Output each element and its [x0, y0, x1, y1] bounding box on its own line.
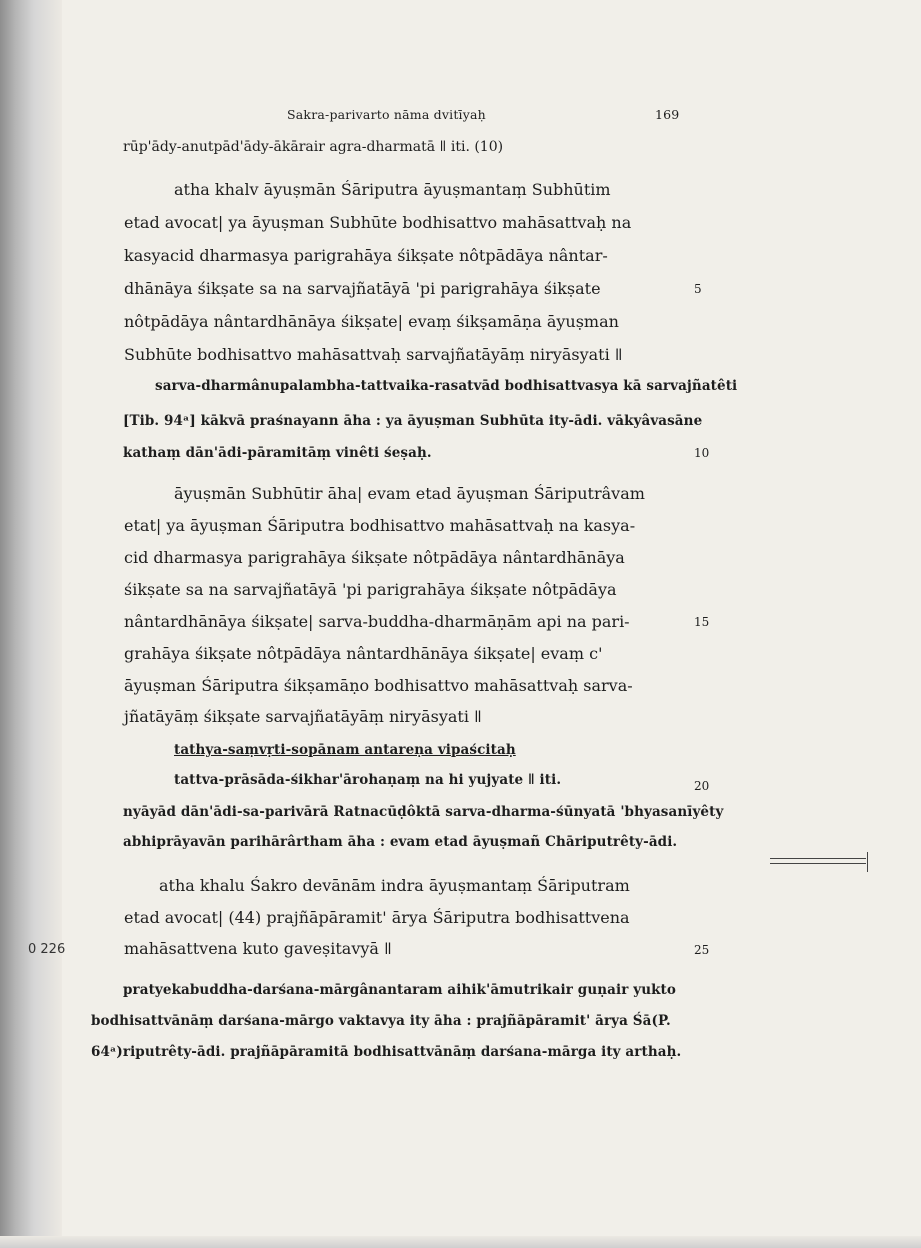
commentary-line: abhiprāyavān parihārârtham āha : evam etad āyuṣmañ Chāriputrêty-ādi. [123, 834, 678, 850]
running-title: Sakra-parivarto nāma dvitīyaḥ [287, 107, 486, 122]
text-line: Subhūte bodhisattvo mahāsattvaḥ sarvajñatāyāṃ niryāsyati ǁ [124, 345, 623, 364]
text-line: āyuṣmān Subhūtir āha| evam etad āyuṣman Śāriputrâvam [174, 484, 645, 503]
line-number: 20 [694, 779, 710, 793]
text-line: śikṣate sa na sarvajñatāyā 'pi parigrahāya śikṣate nôtpādāya [124, 580, 617, 599]
commentary-line: nyāyād dān'ādi-sa-parivārā Ratnacūḍôktā sarva-dharma-śūnyatā 'bhyasanīyêty [123, 804, 724, 820]
book-binding-shadow [0, 0, 62, 1248]
commentary-line: bodhisattvānāṃ darśana-mārgo vaktavya ity āha : prajñāpāramit' ārya Śā(P. [91, 1013, 671, 1029]
text-line: dhānāya śikṣate sa na sarvajñatāyā 'pi parigrahāya śikṣate [124, 279, 601, 298]
text-line: etat| ya āyuṣman Śāriputra bodhisattvo mahāsattvaḥ na kasya- [124, 516, 636, 535]
text-line: nôtpādāya nântardhānāya śikṣate| evaṃ śikṣamāṇa āyuṣman [124, 312, 619, 331]
text-line: cid dharmasya parigrahāya śikṣate nôtpādāya nântardhānāya [124, 548, 625, 567]
text-line: kasyacid dharmasya parigrahāya śikṣate nôtpādāya nântar- [124, 246, 608, 265]
text-line: rūp'ādy-anutpād'ādy-ākārair agra-dharmatā ǁ iti. (10) [123, 139, 504, 155]
text-line: etad avocat| (44) prajñāpāramit' ārya Śāriputra bodhisattvena [124, 908, 630, 927]
verse-line: tattva-prāsāda-śikhar'ārohaṇaṃ na hi yujyate ǁ iti. [174, 772, 562, 788]
line-number: 15 [694, 615, 710, 629]
verse-line: tathya-saṃvṛti-sopānam antareṇa vipaścitaḥ [174, 742, 516, 758]
text-line: nântardhānāya śikṣate| sarva-buddha-dharmāṇām api na pari- [124, 612, 630, 631]
text-line: grahāya śikṣate nôtpādāya nântardhānāya śikṣate| evaṃ c' [124, 644, 603, 663]
text-line: atha khalu Śakro devānām indra āyuṣmantaṃ Śāriputram [159, 876, 630, 895]
commentary-line: kathaṃ dān'ādi-pāramitāṃ vinêti śeṣaḥ. [123, 445, 432, 461]
commentary-line: 64ᵃ)riputrêty-ādi. prajñāpāramitā bodhisattvānāṃ darśana-mārga ity arthaḥ. [91, 1044, 682, 1060]
text-line: āyuṣman Śāriputra śikṣamāṇo bodhisattvo mahāsattvaḥ sarva- [124, 676, 633, 695]
margin-bracket-mark [770, 856, 868, 868]
handwritten-margin-note: 0 226 [28, 942, 66, 957]
commentary-line: sarva-dharmânupalambha-tattvaika-rasatvād bodhisattvasya kā sarvajñatêti [155, 378, 738, 394]
text-line: jñatāyāṃ śikṣate sarvajñatāyāṃ niryāsyati ǁ [124, 707, 482, 726]
text-line: mahāsattvena kuto gaveṣitavyā ǁ [124, 939, 392, 958]
commentary-line: pratyekabuddha-darśana-mārgânantaram aihik'āmutrikair guṇair yukto [123, 982, 676, 998]
commentary-line: [Tib. 94ᵃ] kākvā praśnayann āha : ya āyuṣman Subhūta ity-ādi. vākyâvasāne [123, 413, 703, 429]
line-number: 25 [694, 943, 710, 957]
page-number: 169 [655, 107, 680, 122]
page-bottom-edge [0, 1236, 921, 1248]
text-line: etad avocat| ya āyuṣman Subhūte bodhisattvo mahāsattvaḥ na [124, 213, 632, 232]
line-number: 10 [694, 446, 710, 460]
line-number: 5 [694, 282, 702, 296]
text-line: atha khalv āyuṣmān Śāriputra āyuṣmantaṃ Subhūtim [174, 180, 611, 199]
